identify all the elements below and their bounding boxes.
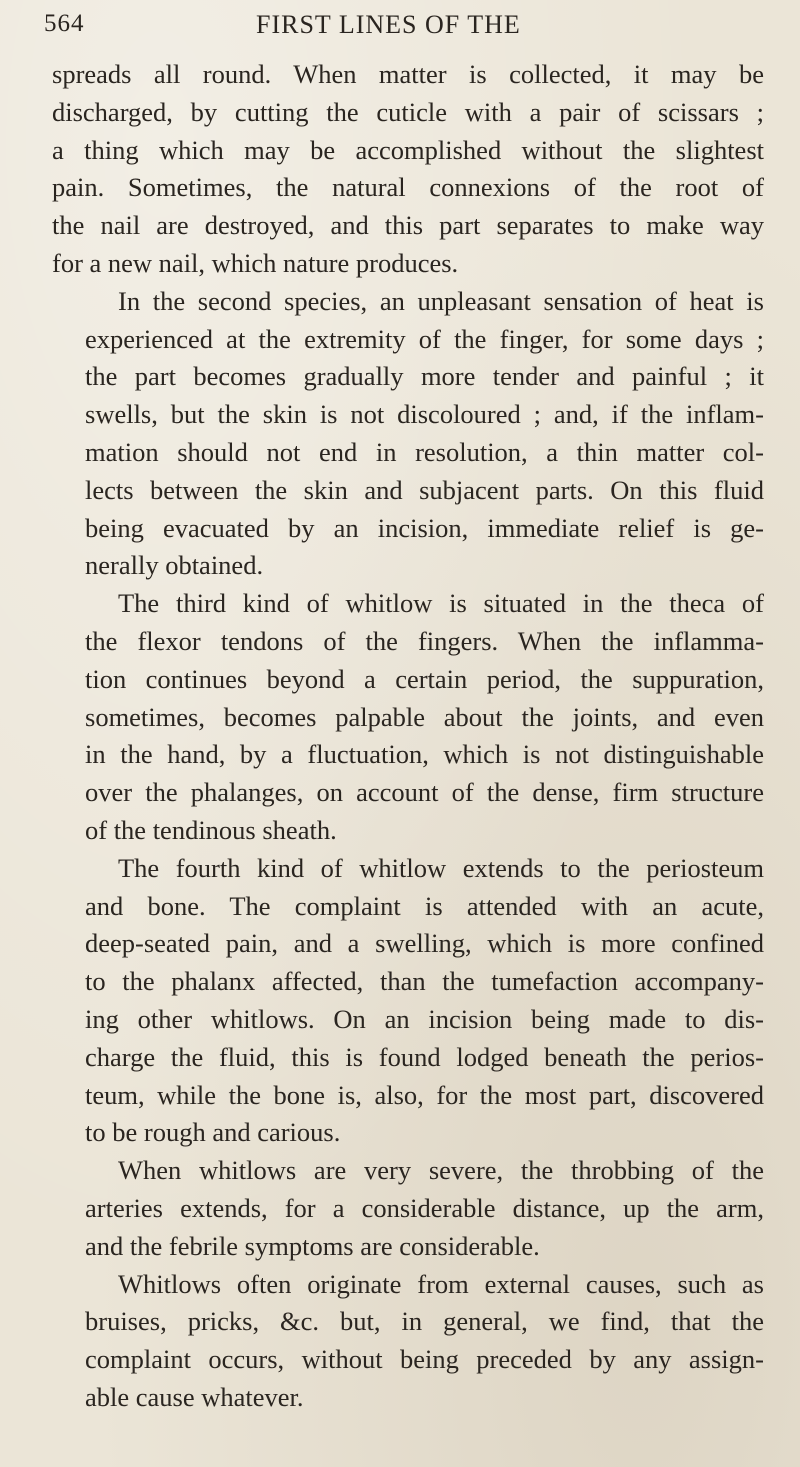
text-line: tion continues beyond a certain period, the suppuration, [85, 663, 764, 694]
text-line: In the second species, an unpleasant sensation of heat is [118, 285, 764, 316]
text-line: teum, while the bone is, also, for the most part, discovered [85, 1079, 764, 1110]
text-line: to be rough and carious. [85, 1117, 341, 1148]
text-line: swells, but the skin is not discoloured ; and, if the inflam- [85, 399, 764, 430]
text-line: being evacuated by an incision, immediate relief is ge- [85, 512, 764, 543]
text-line: pain. Sometimes, the natural connexions of the root of [52, 172, 764, 203]
running-head: FIRST LINES OF THE [256, 10, 521, 39]
text-line: the flexor tendons of the fingers. When the inflamma- [85, 625, 764, 656]
text-line: The third kind of whitlow is situated in the theca of [118, 588, 764, 619]
text-line: able cause whatever. [85, 1381, 304, 1412]
text-line: and bone. The complaint is attended with an acute, [85, 890, 764, 921]
paragraph [52, 850, 764, 1152]
text-line: arteries extends, for a considerable distance, up the arm, [85, 1192, 764, 1223]
paragraph [52, 283, 764, 585]
text-line: deep-seated pain, and a swelling, which is more confined [85, 928, 764, 959]
text-line: complaint occurs, without being preceded by any assign- [85, 1344, 764, 1375]
body-text [52, 56, 764, 1417]
text-line: Whitlows often originate from external causes, such as [118, 1268, 764, 1299]
text-line: the nail are destroyed, and this part separates to make way [52, 210, 764, 241]
text-line: to the phalanx affected, than the tumefaction accompany- [85, 966, 764, 997]
text-line: and the febrile symptoms are considerable. [85, 1230, 540, 1261]
page-number: 564 [44, 10, 85, 37]
paragraph [52, 585, 764, 850]
text-line: bruises, pricks, &c. but, in general, we find, that the [85, 1306, 764, 1337]
text-line: of the tendinous sheath. [85, 814, 337, 845]
paragraph [52, 56, 764, 283]
text-line: in the hand, by a fluctuation, which is not distinguishable [85, 739, 764, 770]
text-line: sometimes, becomes palpable about the joints, and even [85, 701, 764, 732]
text-line: mation should not end in resolution, a thin matter col- [85, 436, 764, 467]
text-line: spreads all round. When matter is collected, it may be [52, 59, 764, 89]
text-line: The fourth kind of whitlow extends to the periosteum [118, 852, 764, 883]
text-line: lects between the skin and subjacent parts. On this fluid [85, 474, 764, 505]
text-line: charge the fluid, this is found lodged beneath the perios- [85, 1041, 764, 1072]
text-line: a thing which may be accomplished without the slightest [52, 134, 764, 165]
paragraph [52, 1266, 764, 1417]
page-header [44, 6, 740, 46]
text-line: the part becomes gradually more tender and painful ; it [85, 361, 764, 392]
text-line: nerally obtained. [85, 550, 264, 581]
paragraph [52, 1152, 764, 1265]
text-line: When whitlows are very severe, the throbbing of the [118, 1155, 764, 1186]
text-line: discharged, by cutting the cuticle with a pair of scissars ; [52, 96, 764, 127]
text-line: experienced at the extremity of the finger, for some days ; [85, 323, 764, 354]
text-line: over the phalanges, on account of the dense, firm structure [85, 777, 764, 808]
text-line: for a new nail, which nature produces. [52, 247, 459, 278]
text-line: ing other whitlows. On an incision being made to dis- [85, 1003, 764, 1034]
